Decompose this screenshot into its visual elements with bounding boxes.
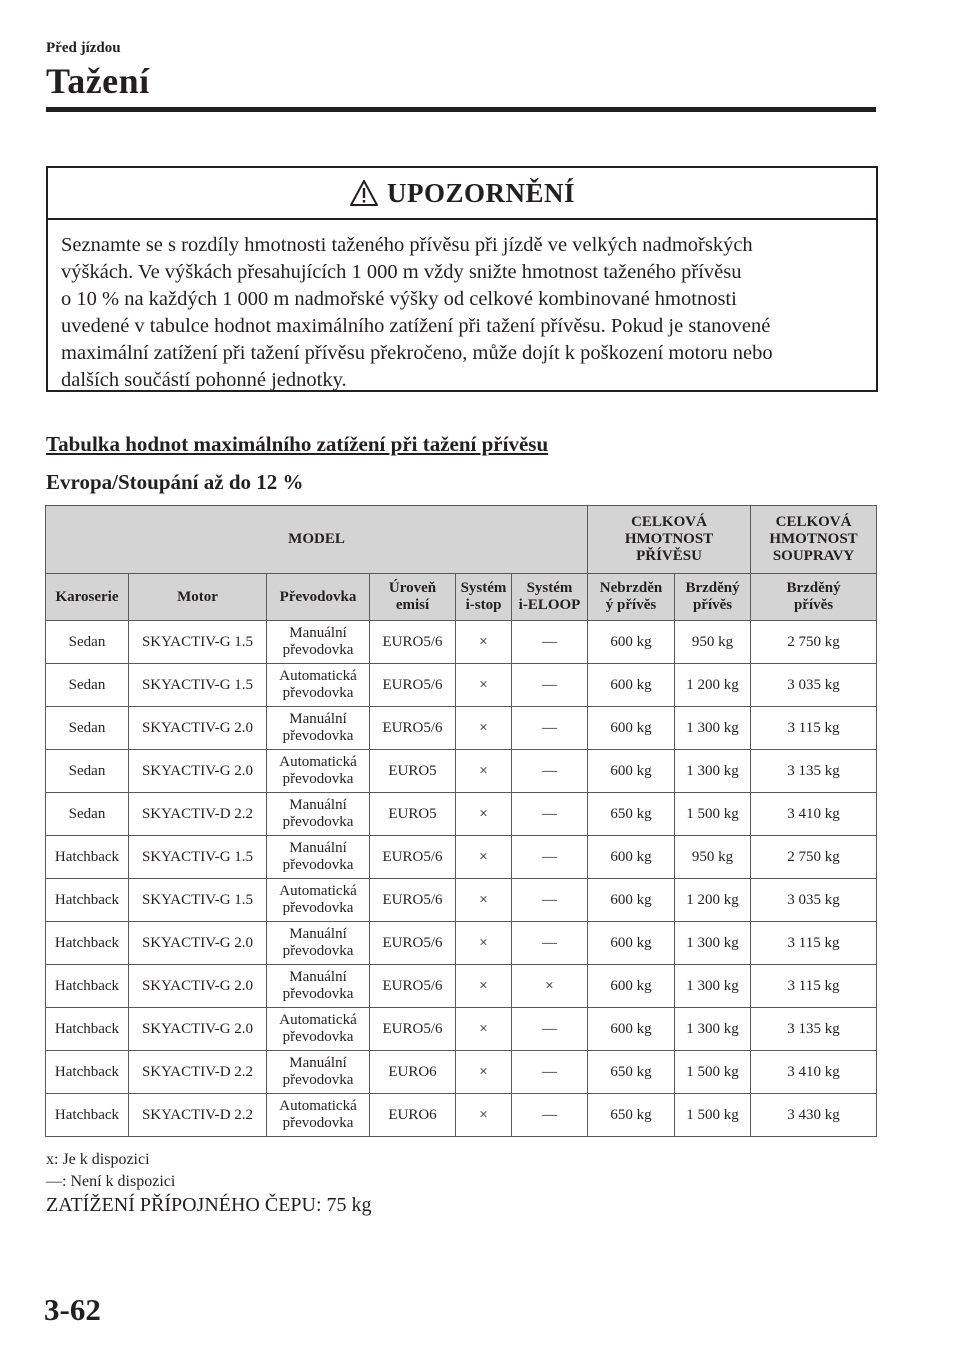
header-combination-weight: CELKOVÁ HMOTNOST SOUPRAVY [751, 506, 877, 574]
cell-ieloop: × [512, 965, 588, 1008]
warning-box [46, 166, 878, 392]
table-row [46, 664, 877, 707]
cell-body: Sedan [46, 664, 129, 707]
cell-unbraked: 650 kg [588, 1051, 675, 1094]
cell-transmission: Manuální převodovka [267, 707, 370, 750]
warning-text [48, 220, 876, 394]
table-row [46, 1094, 877, 1137]
header-trailer-weight: CELKOVÁ HMOTNOST PŘÍVĚSU [588, 506, 751, 574]
cell-istop: × [456, 664, 512, 707]
cell-ieloop: — [512, 707, 588, 750]
cell-body: Hatchback [46, 965, 129, 1008]
table-row [46, 1008, 877, 1051]
cell-engine: SKYACTIV-G 2.0 [129, 1008, 267, 1051]
cell-transmission: Manuální převodovka [267, 793, 370, 836]
cell-ieloop: — [512, 664, 588, 707]
cell-body: Hatchback [46, 879, 129, 922]
cell-combination: 3 135 kg [751, 750, 877, 793]
cell-istop: × [456, 707, 512, 750]
warning-line: dalších součástí pohonné jednotky. [61, 369, 347, 391]
cell-engine: SKYACTIV-D 2.2 [129, 793, 267, 836]
cell-unbraked: 600 kg [588, 621, 675, 664]
cell-ieloop: — [512, 621, 588, 664]
cell-transmission: Manuální převodovka [267, 922, 370, 965]
column-header-braked: Brzděný přívěs [675, 574, 751, 621]
cell-combination: 2 750 kg [751, 836, 877, 879]
cell-istop: × [456, 879, 512, 922]
cell-unbraked: 600 kg [588, 707, 675, 750]
cell-istop: × [456, 965, 512, 1008]
cell-braked: 1 500 kg [675, 1051, 751, 1094]
table-row [46, 836, 877, 879]
cell-combination: 3 135 kg [751, 1008, 877, 1051]
cell-transmission: Manuální převodovka [267, 965, 370, 1008]
cell-transmission: Automatická převodovka [267, 664, 370, 707]
cell-istop: × [456, 836, 512, 879]
cell-braked: 1 300 kg [675, 1008, 751, 1051]
cell-ieloop: — [512, 879, 588, 922]
warning-line: Seznamte se s rozdíly hmotnosti taženého přívěsu při jízdě ve velkých nadmořských [61, 234, 753, 256]
warning-triangle-icon [349, 179, 379, 207]
cell-istop: × [456, 1051, 512, 1094]
table-subheading: Evropa/Stoupání až do 12 % [46, 470, 304, 494]
table-row [46, 707, 877, 750]
column-header-emission: Úroveň emisí [370, 574, 456, 621]
cell-combination: 3 410 kg [751, 793, 877, 836]
cell-braked: 1 500 kg [675, 793, 751, 836]
cell-engine: SKYACTIV-G 2.0 [129, 707, 267, 750]
cell-combination: 3 430 kg [751, 1094, 877, 1137]
warning-line: o 10 % na každých 1 000 m nadmořské výšky od celkové kombinované hmotnosti [61, 288, 737, 310]
cell-istop: × [456, 1094, 512, 1137]
cell-emission: EURO5/6 [370, 621, 456, 664]
cell-braked: 1 200 kg [675, 664, 751, 707]
cell-engine: SKYACTIV-G 1.5 [129, 621, 267, 664]
table-row [46, 1051, 877, 1094]
cell-emission: EURO5/6 [370, 879, 456, 922]
cell-istop: × [456, 750, 512, 793]
cell-istop: × [456, 922, 512, 965]
cell-emission: EURO5/6 [370, 707, 456, 750]
note-not-available: —: Není k dispozici [46, 1173, 176, 1190]
cell-combination: 3 115 kg [751, 965, 877, 1008]
cell-body: Hatchback [46, 1094, 129, 1137]
table-row [46, 879, 877, 922]
cell-emission: EURO5 [370, 750, 456, 793]
cell-ieloop: — [512, 1051, 588, 1094]
column-header-engine: Motor [129, 574, 267, 621]
cell-transmission: Automatická převodovka [267, 750, 370, 793]
cell-body: Hatchback [46, 922, 129, 965]
cell-braked: 1 300 kg [675, 965, 751, 1008]
cell-unbraked: 650 kg [588, 793, 675, 836]
cell-unbraked: 600 kg [588, 879, 675, 922]
cell-braked: 1 200 kg [675, 879, 751, 922]
cell-body: Hatchback [46, 1008, 129, 1051]
table-row [46, 621, 877, 664]
cell-transmission: Automatická převodovka [267, 1008, 370, 1051]
cell-emission: EURO5/6 [370, 965, 456, 1008]
table-row [46, 922, 877, 965]
cell-combination: 3 035 kg [751, 664, 877, 707]
cell-emission: EURO6 [370, 1094, 456, 1137]
column-header-body: Karoserie [46, 574, 129, 621]
cell-engine: SKYACTIV-D 2.2 [129, 1051, 267, 1094]
table-row [46, 793, 877, 836]
cell-engine: SKYACTIV-G 1.5 [129, 836, 267, 879]
cell-istop: × [456, 793, 512, 836]
cell-engine: SKYACTIV-G 2.0 [129, 965, 267, 1008]
cell-ieloop: — [512, 922, 588, 965]
table-row [46, 750, 877, 793]
header-model: MODEL [46, 506, 588, 574]
cell-body: Sedan [46, 707, 129, 750]
cell-body: Hatchback [46, 836, 129, 879]
cell-transmission: Manuální převodovka [267, 836, 370, 879]
cell-unbraked: 600 kg [588, 1008, 675, 1051]
cell-transmission: Automatická převodovka [267, 879, 370, 922]
cell-braked: 1 300 kg [675, 707, 751, 750]
cell-braked: 1 500 kg [675, 1094, 751, 1137]
note-available: x: Je k dispozici [46, 1151, 150, 1168]
cell-braked: 950 kg [675, 836, 751, 879]
cell-ieloop: — [512, 1094, 588, 1137]
cell-ieloop: — [512, 836, 588, 879]
warning-header [48, 168, 876, 220]
table-row [46, 965, 877, 1008]
section-label: Před jízdou [46, 40, 121, 56]
cell-ieloop: — [512, 1008, 588, 1051]
column-header-ieloop: Systém i-ELOOP [512, 574, 588, 621]
cell-unbraked: 600 kg [588, 922, 675, 965]
cell-unbraked: 600 kg [588, 750, 675, 793]
warning-line: výškách. Ve výškách přesahujících 1 000 m vždy snižte hmotnost taženého přívěsu [61, 261, 742, 283]
cell-istop: × [456, 1008, 512, 1051]
cell-combination: 3 410 kg [751, 1051, 877, 1094]
title-divider [46, 107, 876, 112]
cell-braked: 1 300 kg [675, 750, 751, 793]
cell-emission: EURO5/6 [370, 836, 456, 879]
cell-body: Hatchback [46, 1051, 129, 1094]
towing-load-table [45, 505, 877, 1137]
cell-combination: 3 115 kg [751, 707, 877, 750]
cell-emission: EURO5/6 [370, 664, 456, 707]
cell-engine: SKYACTIV-G 1.5 [129, 879, 267, 922]
page-title: Tažení [46, 61, 150, 101]
cell-ieloop: — [512, 793, 588, 836]
cell-unbraked: 650 kg [588, 1094, 675, 1137]
cell-ieloop: — [512, 750, 588, 793]
warning-heading: UPOZORNĚNÍ [386, 177, 575, 208]
cell-transmission: Automatická převodovka [267, 1094, 370, 1137]
cell-emission: EURO6 [370, 1051, 456, 1094]
column-header-transmission: Převodovka [267, 574, 370, 621]
column-header-istop: Systém i-stop [456, 574, 512, 621]
cell-emission: EURO5 [370, 793, 456, 836]
page-number: 3-62 [44, 1292, 101, 1327]
cell-combination: 3 035 kg [751, 879, 877, 922]
cell-unbraked: 600 kg [588, 664, 675, 707]
cell-unbraked: 600 kg [588, 965, 675, 1008]
cell-body: Sedan [46, 621, 129, 664]
cell-transmission: Manuální převodovka [267, 621, 370, 664]
cell-combination: 3 115 kg [751, 922, 877, 965]
hitch-load-note: ZATÍŽENÍ PŘÍPOJNÉHO ČEPU: 75 kg [46, 1194, 372, 1216]
cell-body: Sedan [46, 793, 129, 836]
cell-engine: SKYACTIV-G 2.0 [129, 922, 267, 965]
cell-emission: EURO5/6 [370, 1008, 456, 1051]
cell-engine: SKYACTIV-D 2.2 [129, 1094, 267, 1137]
cell-emission: EURO5/6 [370, 922, 456, 965]
cell-body: Sedan [46, 750, 129, 793]
cell-transmission: Manuální převodovka [267, 1051, 370, 1094]
column-header-combination: Brzděný přívěs [751, 574, 877, 621]
cell-unbraked: 600 kg [588, 836, 675, 879]
cell-istop: × [456, 621, 512, 664]
cell-engine: SKYACTIV-G 2.0 [129, 750, 267, 793]
warning-line: maximální zatížení při tažení přívěsu překročeno, může dojít k poškození motoru nebo [61, 342, 773, 364]
cell-braked: 1 300 kg [675, 922, 751, 965]
cell-braked: 950 kg [675, 621, 751, 664]
table-heading: Tabulka hodnot maximálního zatížení při tažení přívěsu [46, 432, 549, 456]
cell-engine: SKYACTIV-G 1.5 [129, 664, 267, 707]
warning-line: uvedené v tabulce hodnot maximálního zatížení při tažení přívěsu. Pokud je stanovené [61, 315, 771, 337]
cell-combination: 2 750 kg [751, 621, 877, 664]
column-header-unbraked: Nebrzděn ý přívěs [588, 574, 675, 621]
